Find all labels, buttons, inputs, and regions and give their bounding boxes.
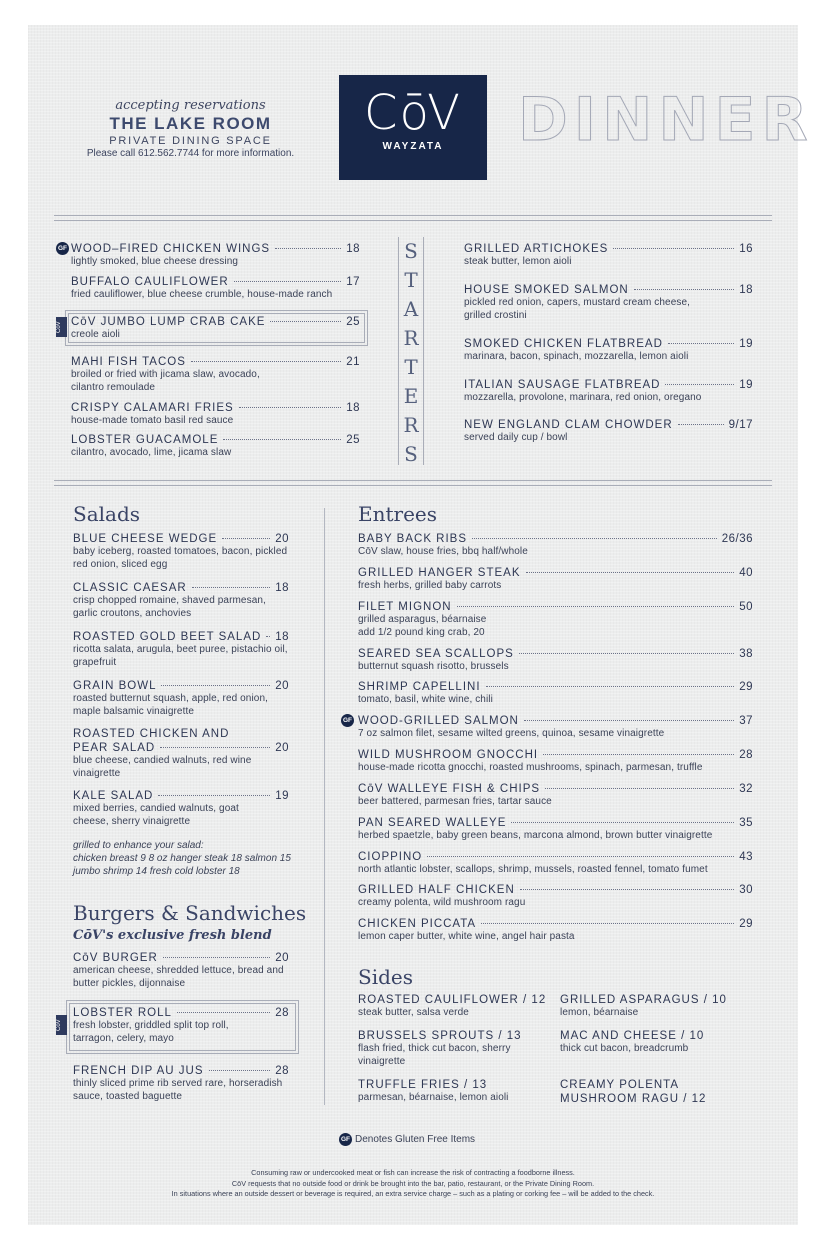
item-name: HOUSE SMOKED SALMON	[464, 284, 629, 296]
gluten-free-legend	[339, 1133, 475, 1146]
side-item	[560, 993, 755, 1020]
menu-item	[71, 242, 360, 269]
item-price: 29	[739, 681, 753, 693]
menu-item	[358, 782, 753, 809]
entrees-heading: Entrees	[358, 502, 438, 526]
disclaimer	[68, 1168, 758, 1200]
item-price: 38	[739, 648, 753, 660]
item-price: 21	[346, 356, 360, 368]
gluten-free-note: Denotes Gluten Free Items	[355, 1134, 476, 1146]
item-description: house-made tomato basil red sauce	[71, 415, 234, 426]
menu-item	[73, 1064, 289, 1103]
menu-item	[358, 680, 753, 707]
starters-letter: E	[403, 384, 419, 408]
middle-divider	[54, 480, 772, 486]
side-item	[560, 1078, 755, 1106]
enhance-line: chicken breast 9 8 oz hanger steak 18 salmon 15	[73, 853, 291, 864]
disclaimer-line: Consuming raw or undercooked meat or fish can increase the risk of contracting a foodborne illness.	[251, 1168, 575, 1177]
column-divider	[324, 508, 325, 1105]
menu-item	[71, 433, 360, 460]
gluten-free-icon: GF	[341, 714, 354, 727]
menu-item	[358, 850, 753, 877]
item-name: SMOKED CHICKEN FLATBREAD	[464, 338, 663, 350]
item-price: 25	[346, 316, 360, 328]
item-name-line1: ROASTED CHICKEN AND	[73, 728, 230, 740]
menu-item	[71, 275, 360, 302]
item-name: CōV JUMBO LUMP CRAB CAKE	[71, 316, 266, 328]
item-name: BUFFALO CAULIFLOWER	[71, 276, 229, 288]
item-name: TRUFFLE FRIES / 13	[358, 1079, 488, 1091]
item-description: flash fried, thick cut bacon, sherry vinaigrette	[358, 1043, 511, 1067]
starters-letter: A	[403, 297, 419, 321]
menu-item	[71, 315, 360, 342]
item-name: BRUSSELS SPROUTS / 13	[358, 1030, 522, 1042]
item-name-line2: MUSHROOM RAGU / 12	[560, 1093, 707, 1105]
menu-item	[464, 418, 753, 445]
item-description: herbed spaetzle, baby green beans, marcona almond, brown butter vinaigrette	[358, 830, 713, 841]
menu-item	[73, 727, 289, 780]
salads-heading: Salads	[73, 502, 141, 526]
item-name: GRILLED HANGER STEAK	[358, 567, 521, 579]
menu-item	[464, 283, 753, 322]
item-name: GRAIN BOWL	[73, 680, 157, 692]
menu-item	[358, 917, 753, 944]
item-description: roasted butternut squash, apple, red onion, maple balsamic vinaigrette	[73, 693, 268, 717]
item-name: KALE SALAD	[73, 790, 154, 802]
menu-item	[358, 748, 753, 775]
item-name: GRILLED ARTICHOKES	[464, 243, 609, 255]
item-name: PAN SEARED WALLEYE	[358, 817, 507, 829]
item-name: CōV WALLEYE FISH & CHIPS	[358, 783, 541, 795]
sides-heading: Sides	[358, 965, 413, 989]
menu-item	[464, 242, 753, 269]
cov-tag: CōV	[56, 317, 67, 337]
menu-item	[73, 789, 289, 828]
item-name: CREAMY POLENTA	[560, 1079, 680, 1091]
starters-letter: R	[403, 413, 419, 437]
reservation-block	[68, 98, 313, 159]
item-price: 18	[275, 582, 289, 594]
item-price: 16	[739, 243, 753, 255]
item-name: NEW ENGLAND CLAM CHOWDER	[464, 419, 673, 431]
item-description: pickled red onion, capers, mustard cream cheese, grilled crostini	[464, 297, 691, 321]
side-item	[560, 1029, 755, 1056]
item-price: 40	[739, 567, 753, 579]
item-description: house-made ricotta gnocchi, roasted mushrooms, spinach, parmesan, truffle	[358, 762, 703, 773]
item-name: FILET MIGNON	[358, 601, 452, 613]
item-description: american cheese, shredded lettuce, bread and butter pickles, dijonnaise	[73, 965, 284, 989]
menu-item	[464, 337, 753, 364]
item-price: 19	[739, 338, 753, 350]
item-price: 28	[739, 749, 753, 761]
gluten-free-icon: GF	[339, 1133, 352, 1146]
item-price: 50	[739, 601, 753, 613]
item-description: lemon, béarnaise	[560, 1007, 639, 1018]
menu-item	[358, 600, 753, 639]
item-description: ricotta salata, arugula, beet puree, pistachio oil, grapefruit	[73, 644, 288, 668]
reservation-phone: Please call 612.562.7744 for more information.	[86, 148, 295, 159]
starters-letter: T	[404, 355, 418, 379]
menu-item	[73, 951, 289, 990]
item-price: 18	[275, 631, 289, 643]
item-price: 19	[275, 790, 289, 802]
item-name: BABY BACK RIBS	[358, 533, 468, 545]
item-description: cilantro, avocado, lime, jicama slaw	[71, 447, 232, 458]
item-price: 32	[739, 783, 753, 795]
menu-item	[358, 566, 753, 593]
item-description: creole aioli	[71, 329, 121, 340]
item-name: MAC AND CHEESE / 10	[560, 1030, 705, 1042]
menu-item	[73, 630, 289, 669]
item-description: mixed berries, candied walnuts, goat cheese, sherry vinaigrette	[73, 803, 239, 827]
item-description: north atlantic lobster, scallops, shrimp, mussels, roasted fennel, tomato fumet	[358, 864, 708, 875]
enhance-heading: grilled to enhance your salad:	[73, 840, 204, 851]
side-item	[358, 1078, 553, 1105]
item-name: ITALIAN SAUSAGE FLATBREAD	[464, 379, 661, 391]
private-dining-subtitle: PRIVATE DINING SPACE	[109, 135, 272, 147]
side-item	[358, 993, 553, 1020]
item-price: 20	[275, 952, 289, 964]
item-price: 19	[739, 379, 753, 391]
item-name: ROASTED CAULIFLOWER / 12	[358, 994, 547, 1006]
item-description: CōV slaw, house fries, bbq half/whole	[358, 546, 528, 557]
starters-letter: R	[403, 326, 419, 350]
item-description: served daily cup / bowl	[464, 432, 568, 443]
item-price: 30	[739, 884, 753, 896]
item-name: SEARED SEA SCALLOPS	[358, 648, 514, 660]
menu-item	[358, 714, 753, 741]
top-divider	[54, 215, 772, 221]
item-description: blue cheese, candied walnuts, red wine vinaigrette	[73, 755, 252, 779]
item-price: 9/17	[728, 419, 753, 431]
item-price: 26/36	[721, 533, 753, 545]
item-name: ROASTED GOLD BEET SALAD	[73, 631, 262, 643]
item-description: creamy polenta, wild mushroom ragu	[358, 897, 526, 908]
starters-letter: T	[404, 268, 418, 292]
item-description: marinara, bacon, spinach, mozzarella, lemon aioli	[464, 351, 689, 362]
item-addon: add 1/2 pound king crab, 20	[358, 626, 485, 638]
reservation-script: accepting reservations	[115, 98, 266, 113]
starters-letter: S	[404, 442, 418, 466]
item-description: baby iceberg, roasted tomatoes, bacon, pickled red onion, sliced egg	[73, 546, 288, 570]
item-name: LOBSTER ROLL	[73, 1007, 172, 1019]
disclaimer-line: CōV requests that no outside food or drink be brought into the bar, patio, restaurant, or the Private Dining Room.	[231, 1178, 595, 1188]
item-description: butternut squash risotto, brussels	[358, 661, 509, 672]
menu-item	[73, 581, 289, 620]
brand-name: CōV	[364, 85, 462, 141]
item-description: thick cut bacon, breadcrumb	[560, 1043, 689, 1054]
starters-title	[399, 237, 423, 469]
item-price: 20	[275, 680, 289, 692]
lake-room-title: THE LAKE ROOM	[109, 114, 272, 133]
item-name: CIOPPINO	[358, 851, 423, 863]
item-description: beer battered, parmesan fries, tartar sauce	[358, 796, 552, 807]
item-price: 28	[275, 1007, 289, 1019]
item-description: lemon caper butter, white wine, angel hair pasta	[358, 931, 575, 942]
menu-title: DINNER	[518, 85, 814, 155]
item-name: CRISPY CALAMARI FRIES	[71, 402, 234, 414]
item-price: 18	[739, 284, 753, 296]
menu-item	[358, 532, 753, 559]
burgers-heading: Burgers & Sandwiches	[73, 901, 307, 925]
menu-item	[358, 647, 753, 674]
side-item	[358, 1029, 522, 1068]
item-description: parmesan, béarnaise, lemon aioli	[358, 1092, 509, 1103]
item-description: grilled asparagus, béarnaise	[358, 614, 487, 625]
item-price: 29	[739, 918, 753, 930]
item-name: PEAR SALAD	[73, 742, 156, 754]
menu-item	[358, 883, 753, 910]
item-price: 18	[346, 402, 360, 414]
item-price: 35	[739, 817, 753, 829]
menu-page	[28, 25, 814, 1225]
menu-item	[358, 816, 753, 843]
item-price: 20	[275, 533, 289, 545]
item-description: fresh lobster, griddled split top roll, tarragon, celery, mayo	[73, 1020, 229, 1044]
item-name: CLASSIC CAESAR	[73, 582, 187, 594]
item-description: 7 oz salmon filet, sesame wilted greens, quinoa, sesame vinaigrette	[358, 728, 665, 739]
item-name: GRILLED HALF CHICKEN	[358, 884, 515, 896]
item-name: WILD MUSHROOM GNOCCHI	[358, 749, 539, 761]
item-price: 20	[275, 742, 289, 754]
item-price: 43	[739, 851, 753, 863]
item-name: LOBSTER GUACAMOLE	[71, 434, 219, 446]
menu-item	[464, 378, 753, 405]
item-name: GRILLED ASPARAGUS / 10	[560, 994, 727, 1006]
brand-city: WAYZATA	[382, 141, 444, 152]
item-price: 25	[346, 434, 360, 446]
item-description: tomato, basil, white wine, chili	[358, 694, 493, 705]
salad-enhancements	[73, 839, 328, 878]
item-name: FRENCH DIP AU JUS	[73, 1065, 204, 1077]
item-name: WOOD–FIRED CHICKEN WINGS	[71, 243, 271, 255]
item-description: thinly sliced prime rib served rare, horseradish sauce, toasted baguette	[73, 1078, 283, 1102]
menu-item	[71, 401, 360, 428]
item-name: WOOD-GRILLED SALMON	[358, 715, 519, 727]
burgers-subtitle: CōV's exclusive fresh blend	[73, 928, 272, 943]
menu-item	[73, 679, 289, 718]
item-description: mozzarella, provolone, marinara, red onion, oregano	[464, 392, 702, 403]
item-description: broiled or fried with jicama slaw, avocado, cilantro remoulade	[71, 369, 260, 393]
item-description: crisp chopped romaine, shaved parmesan, garlic croutons, anchovies	[73, 595, 266, 619]
gluten-free-icon: GF	[56, 242, 69, 255]
starters-letter: S	[404, 239, 418, 263]
menu-item	[71, 355, 360, 394]
item-description: fried cauliflower, blue cheese crumble, house-made ranch	[71, 289, 333, 300]
brand-logo	[339, 75, 487, 180]
disclaimer-line: In situations where an outside dessert or beverage is required, an extra service charge – such as a plating or corking fee – will be added to the check.	[171, 1189, 655, 1198]
item-name: BLUE CHEESE WEDGE	[73, 533, 218, 545]
menu-item	[73, 1006, 289, 1045]
item-name: CōV BURGER	[73, 952, 158, 964]
cov-tag: CōV	[56, 1015, 67, 1035]
enhance-line: jumbo shrimp 14 fresh cold lobster 18	[73, 866, 240, 877]
item-description: steak butter, lemon aioli	[464, 256, 572, 267]
item-price: 28	[275, 1065, 289, 1077]
item-price: 17	[346, 276, 360, 288]
item-price: 37	[739, 715, 753, 727]
item-description: lightly smoked, blue cheese dressing	[71, 256, 239, 267]
item-description: fresh herbs, grilled baby carrots	[358, 580, 502, 591]
item-name: SHRIMP CAPELLINI	[358, 681, 481, 693]
item-name: CHICKEN PICCATA	[358, 918, 477, 930]
item-description: steak butter, salsa verde	[358, 1007, 469, 1018]
menu-item	[73, 532, 289, 571]
item-name: MAHI FISH TACOS	[71, 356, 186, 368]
item-price: 18	[346, 243, 360, 255]
